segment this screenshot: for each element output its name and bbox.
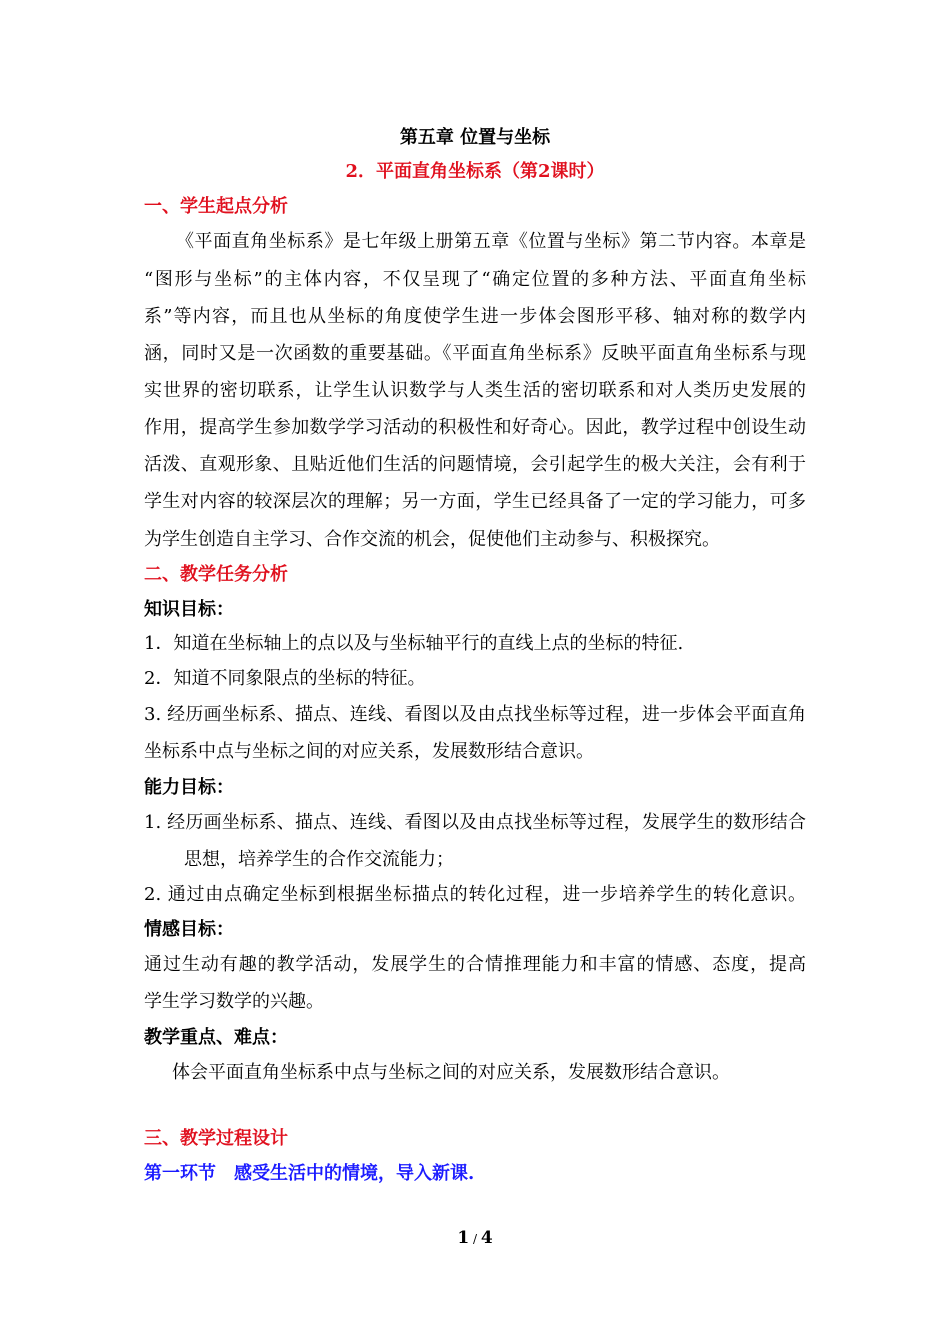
section2-heading: 二、教学任务分析 [144, 564, 288, 585]
section1-paragraph-line: 《平面直角坐标系》是七年级上册第五章《位置与坐标》第二节内容。本章是 [176, 231, 806, 252]
knowledge-goal-item: 2．知道不同象限点的坐标的特征。 [144, 668, 426, 689]
ability-goal-item: 1. 经历画坐标系、描点、连线、看图以及由点找坐标等过程，发展学生的数形结合 [144, 812, 806, 833]
section1-paragraph-line: 学生对内容的较深层次的理解；另一方面，学生已经具备了一定的学习能力，可多 [144, 491, 806, 512]
step1-heading: 第一环节 感受生活中的情境，导入新课. [144, 1163, 475, 1184]
ability-goal-label: 能力目标： [144, 777, 234, 798]
emotion-goal-item: 学生学习数学的兴趣。 [144, 991, 324, 1012]
section1-heading: 一、学生起点分析 [144, 196, 288, 217]
key-points-text: 体会平面直角坐标系中点与坐标之间的对应关系，发展数形结合意识。 [172, 1062, 730, 1083]
chapter-title: 第五章 位置与坐标 [399, 127, 551, 148]
page-current: 1 [457, 1228, 470, 1248]
section3-heading: 三、教学过程设计 [144, 1128, 288, 1149]
section1-paragraph-line: 系”等内容，而且也从坐标的角度使学生进一步体会图形平移、轴对称的数学内 [144, 306, 806, 327]
section1-paragraph-line: “图形与坐标”的主体内容，不仅呈现了“确定位置的多种方法、平面直角坐标 [144, 269, 806, 290]
section1-paragraph-line: 活泼、直观形象、且贴近他们生活的问题情境，会引起学生的极大关注，会有利于 [144, 454, 806, 475]
section1-paragraph-line: 涵，同时又是一次函数的重要基础。《平面直角坐标系》反映平面直角坐标系与现 [144, 343, 806, 364]
knowledge-goal-item: 3. 经历画坐标系、描点、连线、看图以及由点找坐标等过程，进一步体会平面直角 [144, 704, 806, 725]
section1-paragraph-line: 作用，提高学生参加数学学习活动的积极性和好奇心。因此，教学过程中创设生动 [144, 417, 806, 438]
knowledge-goal-label: 知识目标： [144, 599, 234, 620]
page-number [0, 1228, 950, 1248]
key-points-label: 教学重点、难点： [144, 1027, 288, 1048]
section1-paragraph-line: 为学生创造自主学习、合作交流的机会，促使他们主动参与、积极探究。 [144, 529, 720, 550]
page-total: 4 [480, 1228, 493, 1248]
ability-goal-item: 思想，培养学生的合作交流能力； [184, 849, 454, 870]
knowledge-goal-item: 1．知道在坐标轴上的点以及与坐标轴平行的直线上点的坐标的特征. [144, 633, 684, 654]
ability-goal-item: 2. 通过由点确定坐标到根据坐标描点的转化过程，进一步培养学生的转化意识。 [144, 884, 806, 905]
page-separator: / [469, 1232, 481, 1246]
section1-paragraph-line: 实世界的密切联系，让学生认识数学与人类生活的密切联系和对人类历史发展的 [144, 380, 806, 401]
lesson-title: 2．平面直角坐标系（第2课时） [345, 161, 605, 182]
emotion-goal-label: 情感目标： [144, 919, 234, 940]
emotion-goal-item: 通过生动有趣的教学活动，发展学生的合情推理能力和丰富的情感、态度，提高 [144, 954, 806, 975]
knowledge-goal-item: 坐标系中点与坐标之间的对应关系，发展数形结合意识。 [144, 741, 594, 762]
